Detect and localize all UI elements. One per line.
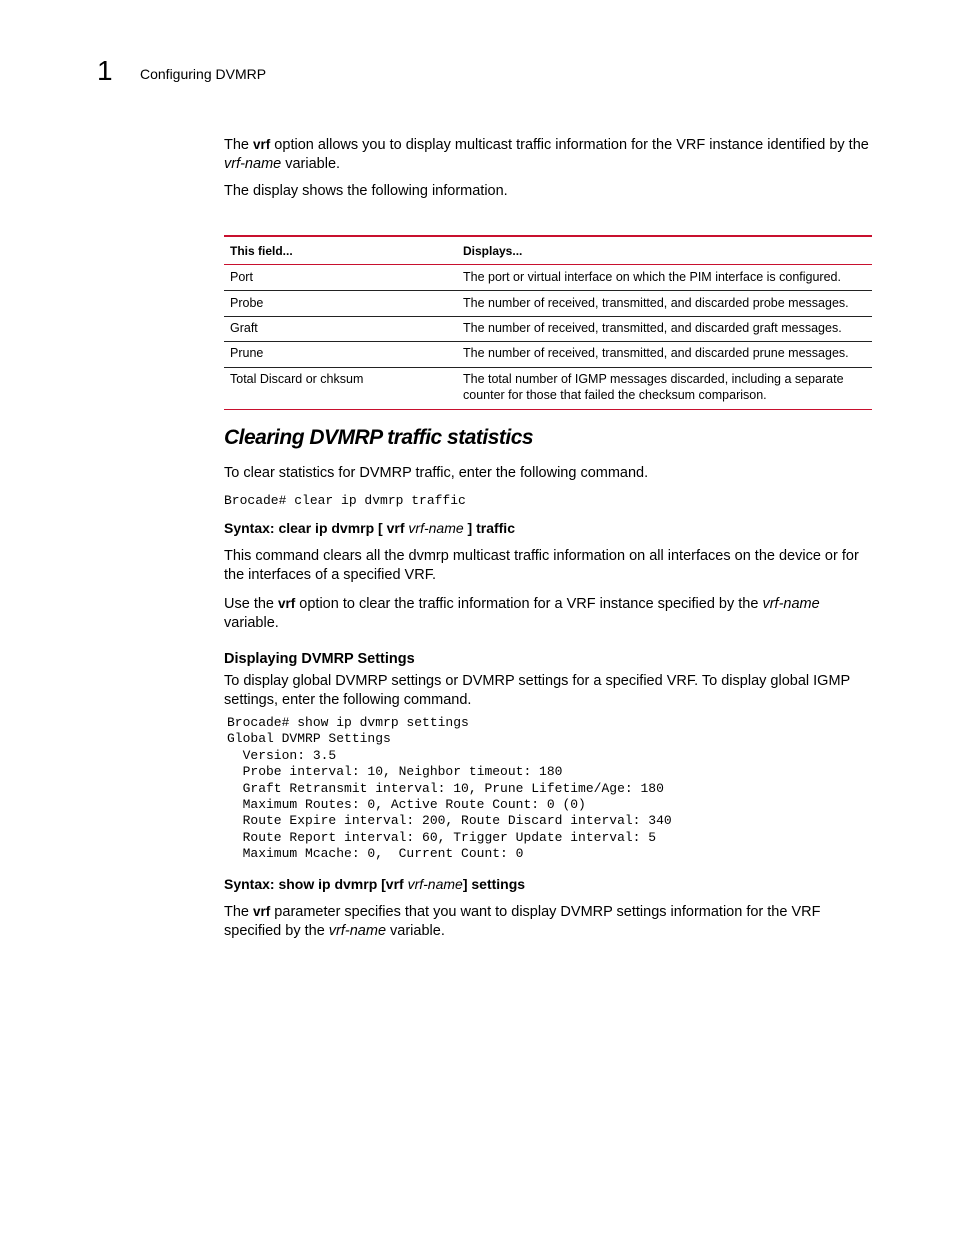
- vrf-name-variable: vrf-name: [224, 156, 282, 172]
- paragraph-text: Use the: [224, 596, 278, 612]
- code-line: Graft Retransmit interval: 10, Prune Lifetime/Age: 180: [227, 780, 664, 796]
- section-heading-settings: Displaying DVMRP Settings: [224, 651, 415, 667]
- table-cell: The number of received, transmitted, and discarded graft messages.: [463, 321, 842, 335]
- settings-code-block: [227, 715, 672, 863]
- code-line: Maximum Mcache: 0, Current Count: 0: [227, 846, 524, 862]
- code-line: Brocade# show ip dvmrp settings: [227, 715, 469, 730]
- table-header-displays: Displays...: [463, 243, 523, 258]
- intro-text: variable.: [281, 156, 341, 172]
- paragraph-text: parameter specifies that you want to display DVMRP settings information for the VRF specified by the: [224, 904, 821, 939]
- table-row: [224, 368, 872, 410]
- chapter-number: 1: [97, 55, 113, 86]
- code-line: Route Report interval: 60, Trigger Update interval: 5: [227, 829, 657, 845]
- clear-description-paragraph: This command clears all the dvmrp multicast traffic information on all interfaces on the device or for the interfaces of a specified VRF.: [224, 548, 859, 583]
- table-cell: The port or virtual interface on which the PIM interface is configured.: [463, 270, 841, 284]
- table-row: [224, 342, 872, 368]
- table-cell: The number of received, transmitted, and discarded probe messages.: [463, 296, 849, 310]
- code-line: Maximum Routes: 0, Active Route Count: 0 (0): [227, 797, 586, 813]
- vrf-name-variable: vrf-name: [328, 923, 387, 939]
- clear-intro-paragraph: To clear statistics for DVMRP traffic, enter the following command.: [224, 465, 649, 481]
- intro-paragraph: [224, 135, 869, 174]
- table-cell: Graft: [230, 321, 258, 335]
- clear-vrf-paragraph: [224, 594, 869, 633]
- vrf-name-variable: vrf-name: [408, 520, 464, 536]
- vrf-name-variable: vrf-name: [762, 596, 820, 612]
- intro-text: The: [224, 137, 254, 153]
- intro-text: option allows you to display multicast traffic information for the VRF instance identified by the: [270, 137, 869, 153]
- syntax-text: ] settings: [462, 876, 526, 892]
- code-line: Global DVMRP Settings: [227, 731, 391, 747]
- vrf-name-variable: vrf-name: [407, 876, 463, 892]
- display-info-paragraph: The display shows the following information.: [224, 183, 508, 199]
- table-row: [224, 317, 872, 342]
- code-line: Probe interval: 10, Neighbor timeout: 180: [227, 764, 563, 780]
- settings-intro-paragraph: To display global DVMRP settings or DVMRP settings for a specified VRF. To display global IGMP settings, enter the following command.: [224, 673, 850, 708]
- clear-command: Brocade# clear ip dvmrp traffic: [224, 493, 466, 508]
- paragraph-text: variable.: [224, 615, 279, 631]
- table-header-row: [224, 237, 872, 265]
- section-heading-clearing: Clearing DVMRP traffic statistics: [224, 426, 534, 449]
- table-header-field: This field...: [230, 243, 293, 258]
- table-row: [224, 265, 872, 291]
- settings-vrf-paragraph: [224, 902, 869, 941]
- syntax-text: ] traffic: [463, 520, 515, 536]
- table-cell: The number of received, transmitted, and discarded prune messages.: [463, 346, 849, 360]
- paragraph-text: variable.: [386, 923, 445, 939]
- vrf-keyword: vrf: [253, 137, 271, 152]
- vrf-keyword: vrf: [278, 596, 296, 611]
- table-cell: Probe: [230, 296, 264, 310]
- code-line: Version: 3.5: [227, 747, 337, 763]
- table-row: [224, 291, 872, 317]
- chapter-title: Configuring DVMRP: [140, 66, 267, 82]
- vrf-keyword: vrf: [253, 904, 271, 919]
- settings-syntax: [224, 875, 869, 894]
- paragraph-text: option to clear the traffic information for a VRF instance specified by the: [295, 596, 763, 612]
- syntax-text: Syntax: show ip dvmrp [vrf: [224, 876, 408, 892]
- table-cell: Total Discard or chksum: [230, 372, 364, 386]
- clear-syntax: [224, 519, 869, 538]
- fields-table: [224, 235, 872, 410]
- paragraph-text: The: [224, 904, 254, 920]
- code-line: Route Expire interval: 200, Route Discard interval: 340: [227, 813, 672, 829]
- table-cell: Prune: [230, 346, 264, 360]
- table-cell: The total number of IGMP messages discarded, including a separate counter for those that failed the checksum comparison.: [463, 372, 844, 402]
- table-cell: Port: [230, 270, 253, 284]
- syntax-text: Syntax: clear ip dvmrp [ vrf: [224, 520, 409, 536]
